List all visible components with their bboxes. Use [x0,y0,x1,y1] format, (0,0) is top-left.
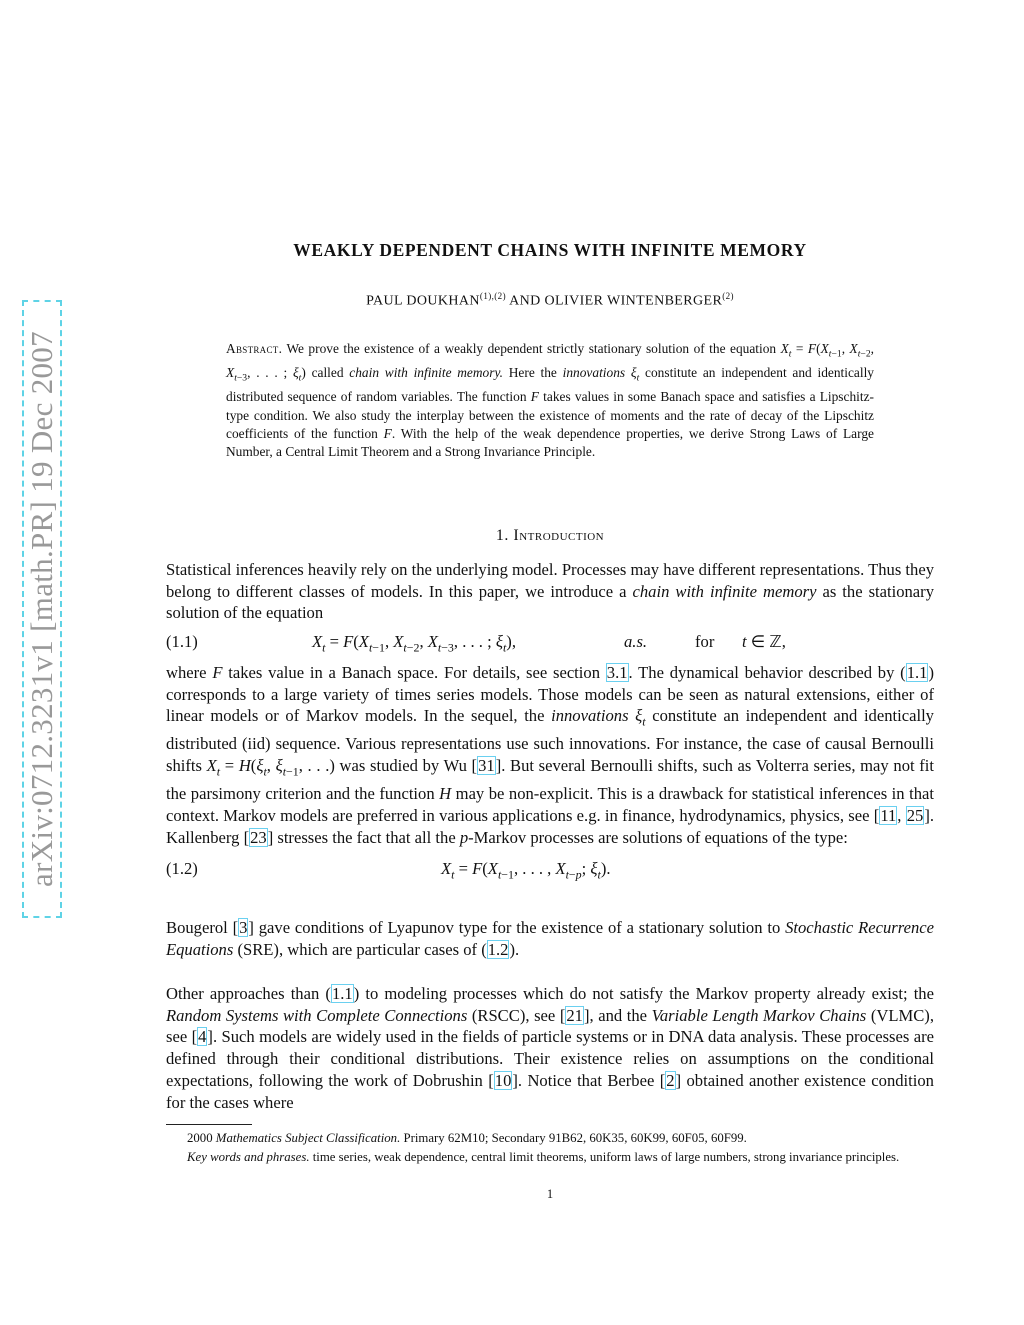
arxiv-stamp[interactable]: arXiv:0712.3231v1 [math.PR] 19 Dec 2007 [24,331,59,887]
footnotes [166,1129,934,1166]
msc-footnote: 2000 Mathematics Subject Classification. Primary 62M10; Secondary 91B62, 60K35, 60K99, 60F05, 60F99. [187,1131,747,1145]
equation-1-1 [166,632,934,656]
citation-link[interactable]: 31 [478,756,495,776]
paragraph-2: where F takes value in a Banach space. For details, see section 3.1. The dynamical behavior described by (1.1) corresponds to a large variety of times series models. Those models can be seen as natural extensions, either of linear models or of Markov models. In the sequel, the innovations $\xi_t$ constitute an independent and identically distributed (iid) sequence. Various representations use such innovations. For instance, the case of causal Bernoulli shifts $X_t = H(\xi_t$, $\xi_{t-1}$, . . .) was studied by Wu [31]. But several Bernoulli shifts, such as Volterra series, may not fit the parsimony criterion and the function H may be non-explicit. This is a drawback for statistical inferences in that context. Markov models are preferred in various applications e.g. in finance, hydrodynamics, physics, see [11, 25]. Kallenberg [23] stresses the fact that all the p-Markov processes are solutions of equations of the type: [166,663,935,847]
paper-title: WEAKLY DEPENDENT CHAINS WITH INFINITE MEMORY [293,240,807,260]
author-1-affiliation: (1),(2) [479,291,506,301]
citation-link[interactable]: 23 [250,827,267,847]
equation-ref-link[interactable]: 1.2 [487,939,509,959]
equation-body: $X_t = F(X_{t-1}$, . . . , $X_{t-p}$; $\xi_t$). [441,859,611,882]
citation-link[interactable]: 2 [666,1070,675,1090]
section-heading: 1. Introduction [495,527,605,544]
equation-domain: t ∈ ℤ, [742,632,786,651]
citation-link[interactable]: 4 [198,1027,207,1047]
keywords-footnote: Key words and phrases. time series, weak dependence, central limit theorems, uniform laws of large numbers, strong invariance principles. [187,1149,900,1164]
abstract: Abstract. We prove the existence of a weakly dependent strictly stationary solution of the equation $X_t = F(X_{t-1}$, $X_{t-2}$, $X_{t-3}$, . . . ; $\xi_t$) called chain with infinite memory. Here the innovations $\xi_t$ constitute an independent and identically distributed sequence of random variables. The function F takes values in some Banach space and satisfies a Lipschitz-type condition. We also study the interplay between the existence of moments and the rate of decay of the Lipschitz coefficients of the function F. With the help of the weak dependence properties, we derive Strong Laws of Large Number, a Central Limit Theorem and a Strong Invariance Principle. [226,341,875,460]
footnote-rule [166,1124,252,1125]
equation-for: for [695,632,715,651]
citation-link[interactable]: 11 [880,805,897,825]
equation-1-2 [166,859,934,883]
page-number: 1 [546,1187,554,1201]
paragraph-1: Statistical inferences heavily rely on the underlying model. Processes may have different representations. Thus they belong to different classes of models. In this paper, we introduce a chain with infinite memory as the stationary solution of the equation [166,560,935,623]
equation-body: $X_t = F(X_{t-1}$, $X_{t-2}$, $X_{t-3}$, . . . ; $\xi_t$), [312,632,516,655]
author-1: PAUL DOUKHAN [366,293,480,309]
citation-link[interactable]: 25 [906,805,924,825]
citation-link[interactable]: 10 [494,1070,512,1090]
author-2-affiliation: (2) [722,291,734,301]
authors-line [166,291,934,310]
paragraph-4: Other approaches than (1.1) to modeling processes which do not satisfy the Markov property already exist; the Random Systems with Complete Connections (RSCC), see [21], and the Variable Length Markov Chains (VLMC), see [4]. Such models are widely used in the fields of particle systems or in DNA data analysis. These processes are defined through their conditional distributions. Their existence relies on assumptions on the conditional expectations, following the work of Dobrushin [10]. Notice that Berbee [2] obtained another existence condition for the cases where [166,984,934,1112]
author-2: AND OLIVIER WINTENBERGER [509,293,723,309]
equation-number: (1.2) [166,859,198,878]
equation-ref-link[interactable]: 1.1 [331,984,353,1003]
abstract-heading: Abstract. [226,341,283,356]
equation-as: a.s. [624,632,648,651]
citation-link[interactable]: 21 [566,1005,583,1025]
paragraph-3: Bougerol [3] gave conditions of Lyapunov type for the existence of a stationary solution to Stochastic Recurrence Equations (SRE), which are particular cases of (1.2). [166,918,934,959]
section-ref-link[interactable]: 3.1 [606,663,628,682]
equation-ref-link[interactable]: 1.1 [906,663,928,682]
citation-link[interactable]: 3 [239,918,248,937]
equation-number: (1.1) [166,632,198,651]
